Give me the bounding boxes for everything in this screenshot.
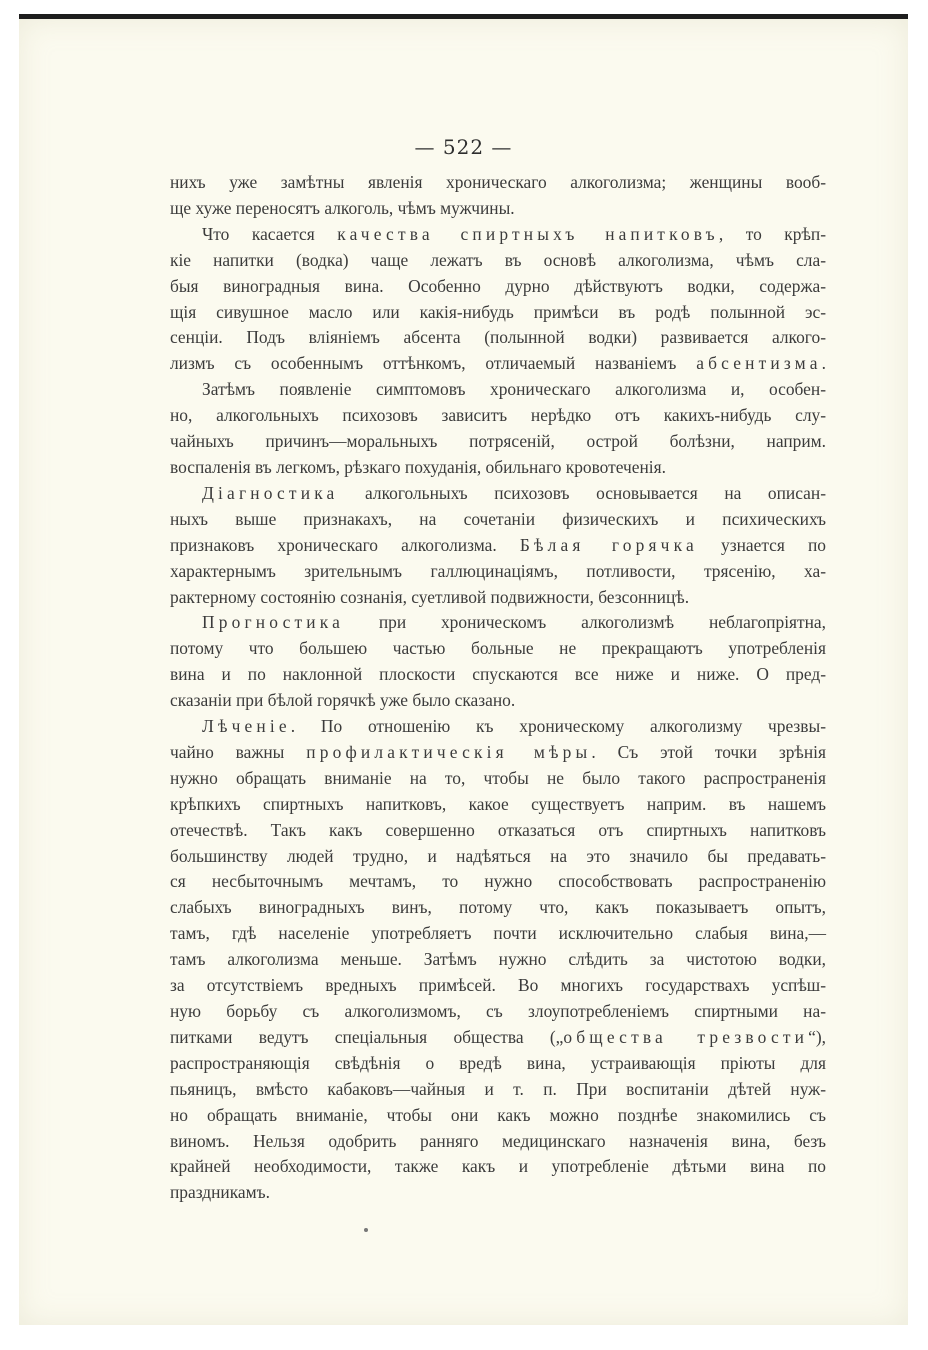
- text-run: но, алкогольныхъ психозовъ зависитъ нерѣдко отъ какихъ-нибудь слу-: [170, 405, 826, 426]
- text-run: рактерному состоянію сознанія, суетливой подвижности, безсонницѣ.: [170, 586, 690, 607]
- text-run: ще хуже переносятъ алкоголь, чѣмъ мужчины.: [170, 197, 515, 218]
- text-line: [170, 921, 826, 947]
- text-run: . Съ этой точки зрѣнія: [591, 741, 826, 762]
- text-line: [170, 1180, 826, 1206]
- text-run: пьяницъ, вмѣсто кабаковъ—чайныя и т. п. При воспитаніи дѣтей нуж-: [170, 1078, 826, 1099]
- text-line: [170, 688, 826, 714]
- text-line: [170, 1129, 826, 1155]
- text-run: потому что большею частью больные не прекращаютъ употребленія: [170, 638, 826, 659]
- text-line: [170, 196, 826, 222]
- text-line: [170, 481, 826, 507]
- text-run: воспаленія въ легкомъ, рѣзкаго похуданія, обильнаго кровотеченія.: [170, 456, 666, 477]
- text-line: [170, 1077, 826, 1103]
- text-run: . По отношенію къ хроническому алкоголизму чрезвы-: [290, 716, 826, 737]
- spaced-emphasis: абсентизма: [696, 353, 822, 374]
- text-run: щія сивушное масло или какія-нибудь примѣси въ родѣ полынной эс-: [170, 301, 826, 322]
- text-line: [170, 325, 826, 351]
- text-line: [170, 1103, 826, 1129]
- text-line: [170, 351, 826, 377]
- text-run: крѣпкихъ спиртныхъ напитковъ, какое существуетъ наприм. въ нашемъ: [170, 793, 826, 814]
- text-run: лизмъ съ особеннымъ оттѣнкомъ, отличаемый названіемъ: [170, 353, 697, 374]
- text-line: [170, 818, 826, 844]
- text-line: [170, 636, 826, 662]
- text-line: [170, 455, 826, 481]
- text-line: [170, 895, 826, 921]
- spaced-emphasis: Бѣлая горячка: [519, 534, 698, 555]
- text-run: Затѣмъ появленіе симптомовъ хроническаго алкоголизма и, особен-: [202, 379, 826, 400]
- text-run: распространяющія свѣдѣнія о вредѣ вина, устраивающія пріюты для: [170, 1052, 826, 1073]
- text-run: , то крѣп-: [718, 223, 826, 244]
- text-line: [170, 274, 826, 300]
- text-line: [170, 248, 826, 274]
- text-run: но обращать вниманіе, чтобы они какъ можно позднѣе знакомились съ: [170, 1104, 826, 1125]
- text-run: ную борьбу съ алкоголизмомъ, съ злоупотребленіемъ спиртными на-: [170, 1001, 826, 1021]
- text-run: узнается по: [697, 534, 827, 555]
- text-run: признаковъ хроническаго алкоголизма.: [170, 534, 520, 555]
- text-line: [170, 429, 826, 455]
- spaced-emphasis: Діагностика: [202, 482, 339, 503]
- spaced-emphasis: качества спиртныхъ напитковъ: [337, 223, 719, 244]
- text-run: сенціи. Подъ вліяніемъ абсента (полынной водки) развивается алкого-: [170, 327, 826, 348]
- text-run: слабыхъ виноградныхъ винъ, потому что, какъ показываетъ опытъ,: [170, 897, 826, 918]
- spaced-emphasis: профилактическія мѣры: [306, 741, 592, 762]
- text-run: сказаніи при бѣлой горячкѣ уже было сказано.: [170, 690, 516, 711]
- text-run: крайней необходимости, также какъ и употребленіе дѣтьми вина по: [170, 1156, 826, 1177]
- text-line: [170, 222, 826, 248]
- text-run: чайно важны: [170, 741, 307, 762]
- text-line: [170, 585, 826, 611]
- text-run: чайныхъ причинъ—моральныхъ потрясеній, острой болѣзни, наприм.: [170, 431, 826, 452]
- text-run: большинству людей трудно, и надѣяться на это значило бы предавать-: [170, 845, 826, 866]
- text-line: [170, 1154, 826, 1180]
- text-run: питками ведутъ спеціальныя общества („: [170, 1026, 564, 1047]
- ink-speck: [364, 1228, 368, 1232]
- text-line: [170, 1025, 826, 1051]
- text-run: ныхъ выше признакахъ, на сочетаніи физическихъ и психическихъ: [170, 508, 826, 529]
- text-line: [170, 507, 826, 533]
- text-line: [170, 973, 826, 999]
- text-run: “),: [808, 1026, 826, 1047]
- text-line: [170, 377, 826, 403]
- text-run: характернымъ зрительнымъ галлюцинаціямъ, потливости, трясенію, ха-: [170, 560, 826, 581]
- text-line: [170, 559, 826, 585]
- page-number: — 522 —: [414, 135, 513, 159]
- text-line: [170, 999, 826, 1025]
- text-line: [170, 766, 826, 792]
- text-line: [170, 740, 826, 766]
- text-line: [170, 403, 826, 429]
- text-line: [170, 869, 826, 895]
- body-text: [170, 170, 826, 1206]
- spaced-emphasis: Прогностика: [202, 612, 344, 633]
- text-run: алкогольныхъ психозовъ основывается на описан-: [338, 482, 826, 503]
- spaced-emphasis: Лѣченіе: [202, 716, 291, 737]
- text-run: отечествѣ. Такъ какъ совершенно отказаться отъ спиртныхъ напитковъ: [170, 819, 826, 840]
- spaced-emphasis: общества трезвости: [563, 1026, 809, 1047]
- text-run: тамъ алкоголизма меньше. Затѣмъ нужно слѣдить за чистотою водки,: [170, 949, 826, 970]
- text-run: быя виноградныя вина. Особенно дурно дѣйствуютъ водки, содержа-: [170, 275, 826, 296]
- text-line: [170, 533, 826, 559]
- text-line: [170, 947, 826, 973]
- text-line: [170, 1051, 826, 1077]
- text-line: [170, 610, 826, 636]
- text-line: [170, 300, 826, 326]
- text-run: вина и по наклонной плоскости спускаются все ниже и ниже. О пред-: [170, 664, 826, 685]
- text-line: [170, 170, 826, 196]
- text-run: нужно обращать вниманіе на то, чтобы не было такого распространенія: [170, 767, 826, 788]
- text-line: [170, 714, 826, 740]
- text-line: [170, 792, 826, 818]
- text-run: за отсутствіемъ вредныхъ примѣсей. Во многихъ государствахъ успѣш-: [170, 975, 826, 996]
- text-run: кіе напитки (водка) чаще лежатъ въ основѣ алкоголизма, чѣмъ сла-: [170, 249, 826, 270]
- text-run: при хроническомъ алкоголизмѣ неблагопріятна,: [343, 612, 826, 633]
- text-run: праздникамъ.: [170, 1182, 270, 1203]
- text-run: виномъ. Нельзя одобрить ранняго медицинскаго назначенія вина, безъ: [170, 1130, 826, 1151]
- text-run: ся несбыточнымъ мечтамъ, то нужно способствовать распространенію: [170, 871, 826, 892]
- text-run: Что касается: [202, 223, 338, 244]
- text-run: нихъ уже замѣтны явленія хроническаго алкоголизма; женщины вооб-: [170, 172, 826, 192]
- text-run: тамъ, гдѣ населеніе употребляетъ почти исключительно слабыя вина,—: [170, 923, 826, 944]
- text-run: .: [821, 353, 826, 374]
- text-line: [170, 662, 826, 688]
- text-line: [170, 844, 826, 870]
